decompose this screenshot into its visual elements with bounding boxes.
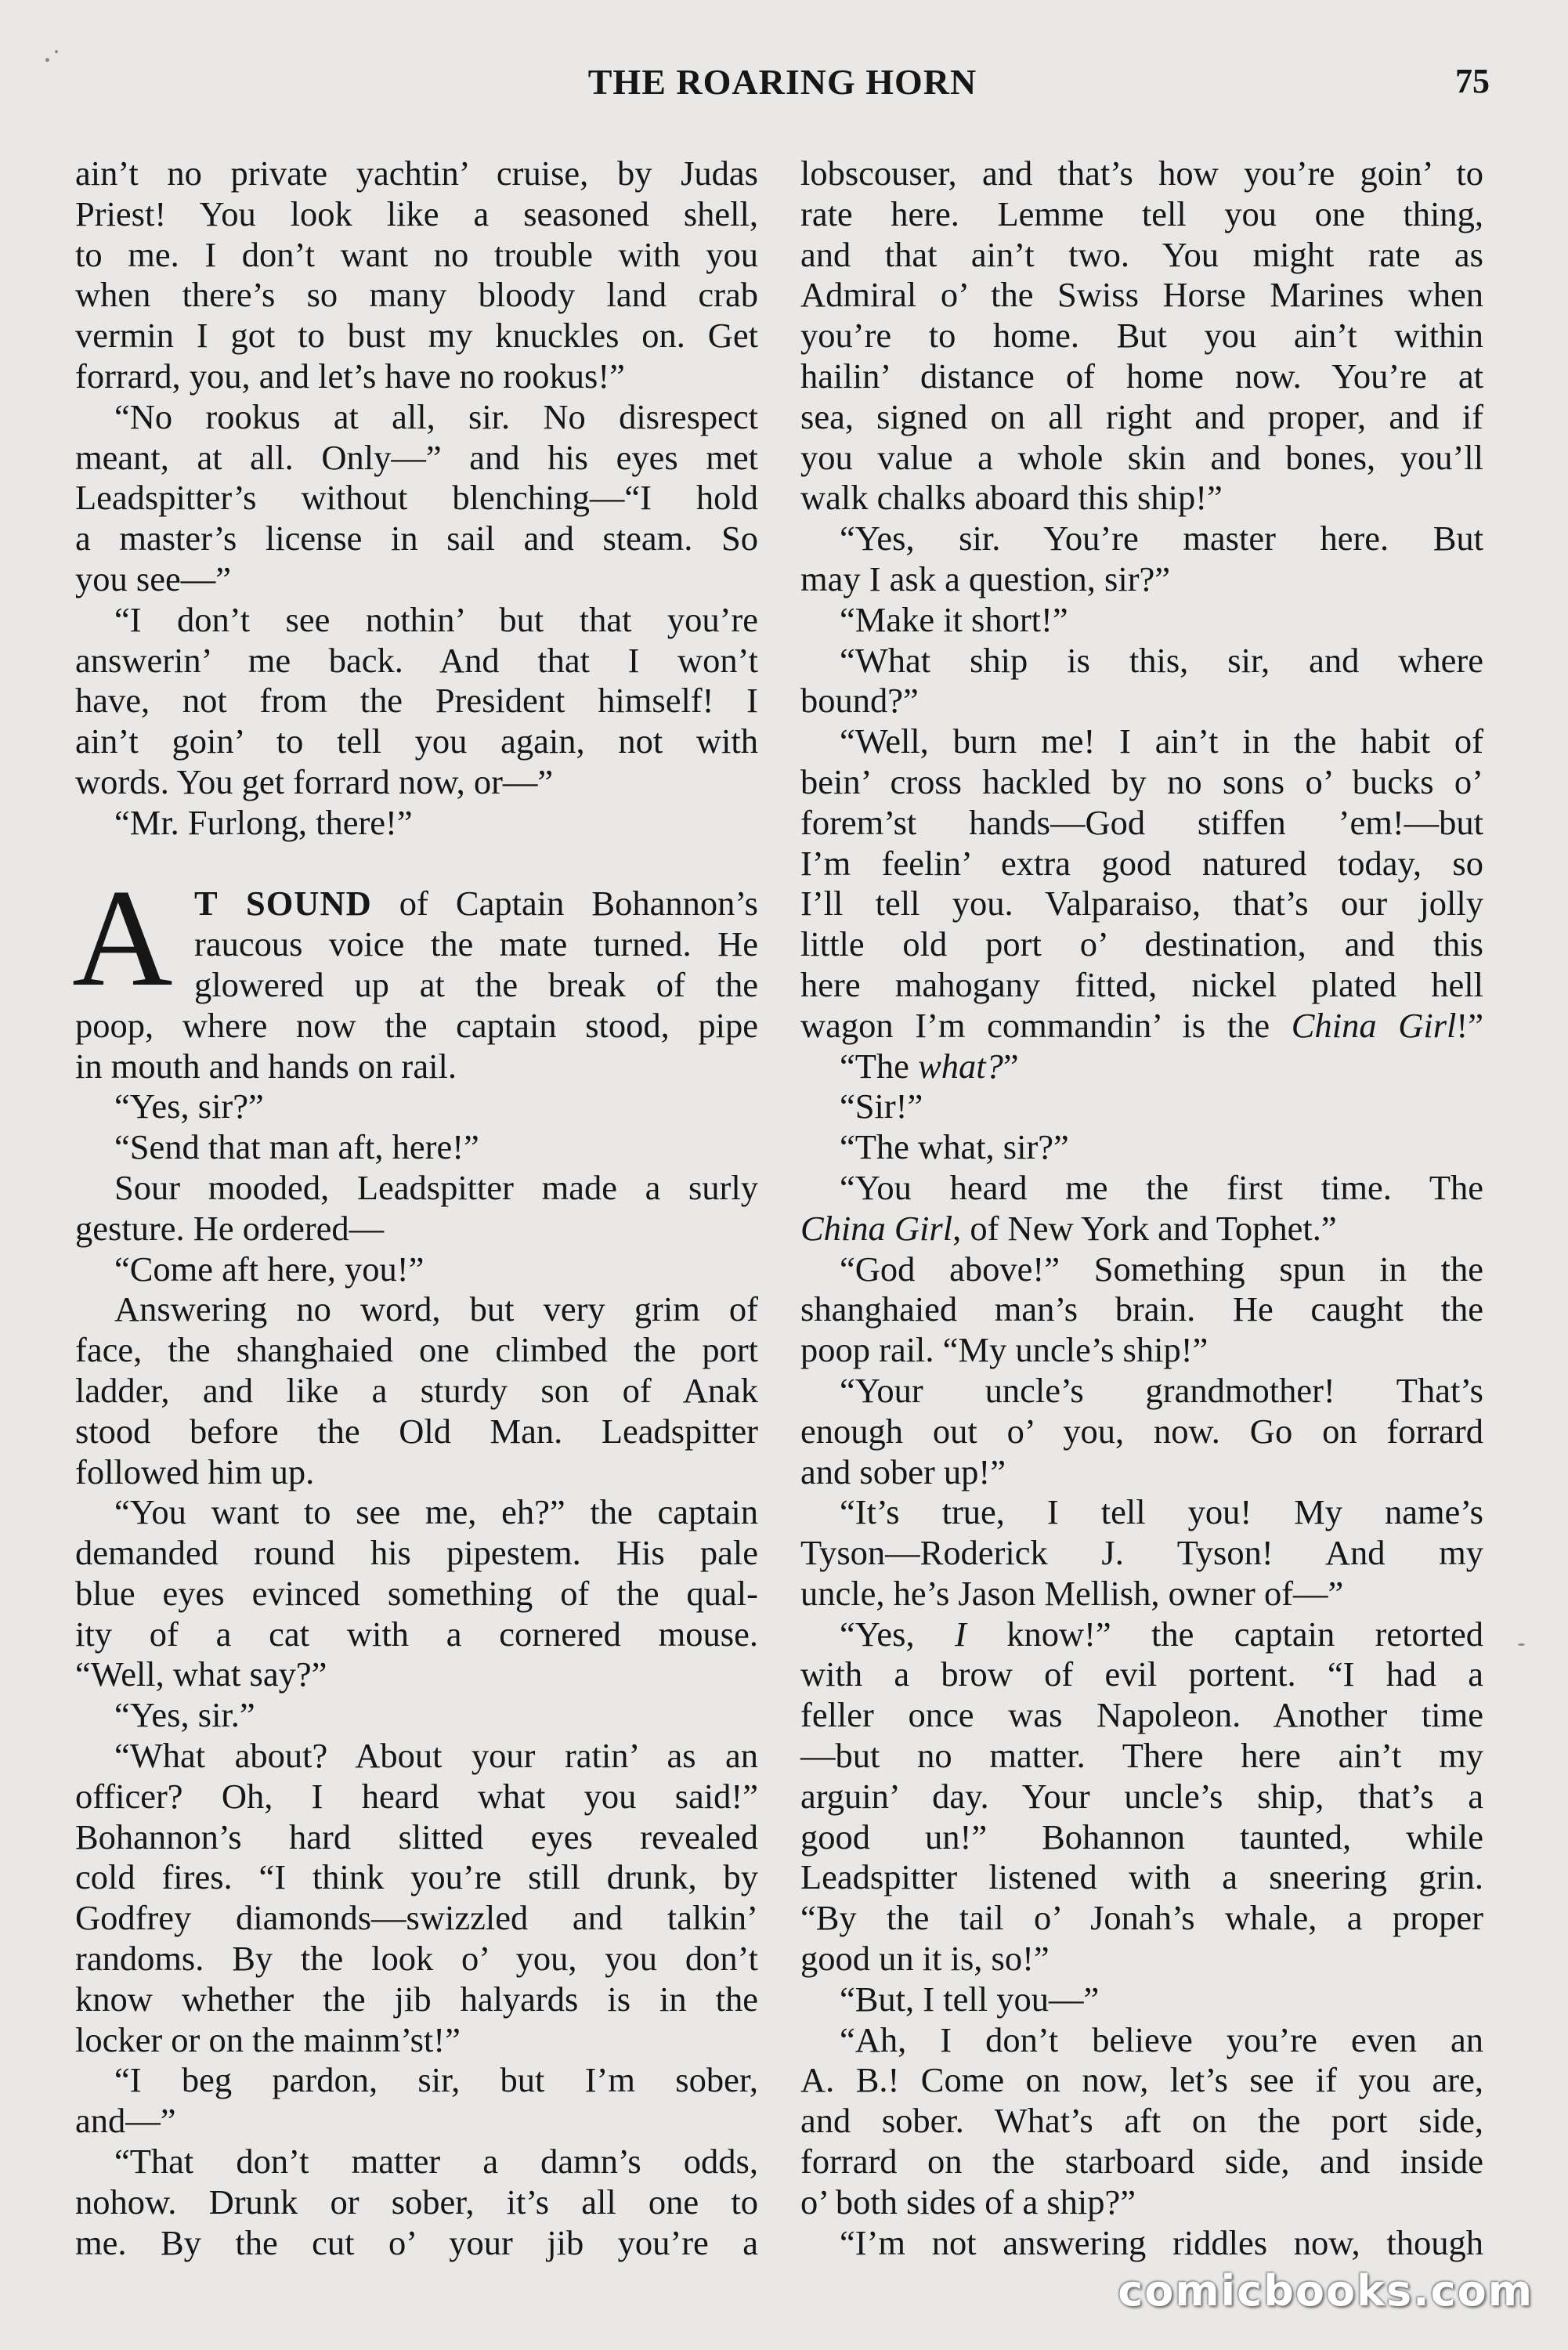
text-line: answerin’ me back. And that I won’t: [75, 640, 758, 680]
text-line: cold fires. “I think you’re still drunk, by: [75, 1857, 758, 1897]
right-column: [800, 154, 1483, 2263]
text-line: Answering no word, but very grim of: [114, 1289, 758, 1329]
paper-speck: [1518, 1643, 1525, 1646]
page-header: [75, 61, 1490, 116]
text-line: “Well, what say?”: [75, 1654, 327, 1694]
text-line: face, the shanghaied one climbed the port: [75, 1330, 758, 1370]
text-line: I’ll tell you. Valparaiso, that’s our jolly: [800, 884, 1483, 924]
text-line: [75, 884, 758, 924]
text-line: “What about? About your ratin’ as an: [114, 1736, 758, 1776]
text-line: you value a whole skin and bones, you’ll: [800, 437, 1483, 477]
text-line: “Make it short!”: [840, 599, 1068, 639]
text-line: sea, signed on all right and proper, and if: [800, 396, 1483, 436]
text-line: you’re to home. But you ain’t within: [800, 316, 1483, 356]
text-line: to me. I don’t want no trouble with you: [75, 234, 758, 274]
text-line: “The what, sir?”: [840, 1127, 1069, 1167]
text-line: little old port o’ destination, and this: [800, 924, 1483, 964]
text-line: China Girl, of New York and Tophet.”: [800, 1208, 1337, 1248]
paper-speck: [45, 58, 49, 62]
text-line: blue eyes evinced something of the qual-: [75, 1573, 758, 1613]
text-line: me. By the cut o’ your jib you’re a: [75, 2222, 758, 2262]
text-line: “No rookus at all, sir. No disrespect: [114, 396, 758, 436]
text-line: Leadspitter listened with a sneering grin.: [800, 1857, 1483, 1897]
text-line: randoms. By the look o’ you, you don’t: [75, 1939, 758, 1979]
text-line: followed him up.: [75, 1452, 315, 1491]
text-line: “God above!” Something spun in the: [840, 1249, 1483, 1289]
text-line: forrard on the starboard side, and inside: [800, 2142, 1483, 2182]
text-line: stood before the Old Man. Leadspitter: [75, 1411, 758, 1451]
text-line: “Ah, I don’t believe you’re even an: [840, 2019, 1483, 2059]
text-line: feller once was Napoleon. Another time: [800, 1695, 1483, 1735]
text-line: “Yes, sir?”: [114, 1086, 264, 1126]
text-line: bound?”: [800, 681, 919, 721]
right-column-text: [800, 154, 1483, 2263]
text-line: demanded round his pipestem. His pale: [75, 1533, 758, 1573]
text-line: uncle, he’s Jason Mellish, owner of—”: [800, 1573, 1344, 1613]
text-line: “What ship is this, sir, and where: [840, 640, 1483, 680]
text-line: Bohannon’s hard slitted eyes revealed: [75, 1817, 758, 1856]
text-line: —but no matter. There here ain’t my: [800, 1736, 1483, 1776]
text-line: I’m feelin’ extra good natured today, so: [800, 843, 1483, 883]
text-line: bein’ cross hackled by no sons o’ bucks o’: [800, 761, 1483, 801]
text-line: “But, I tell you—”: [840, 1979, 1100, 2019]
site-watermark: comicbooks.com: [1118, 2266, 1534, 2316]
text-line: “Well, burn me! I ain’t in the habit of: [840, 721, 1483, 761]
drop-cap: A: [72, 860, 173, 1016]
text-line: Priest! You look like a seasoned shell,: [75, 193, 758, 233]
text-line: shanghaied man’s brain. He caught the: [800, 1289, 1483, 1329]
text-line: “I don’t see nothin’ but that you’re: [114, 599, 758, 639]
text-line: poop rail. “My uncle’s ship!”: [800, 1330, 1209, 1370]
text-line: here mahogany fitted, nickel plated hell: [800, 964, 1483, 1004]
text-line: Tyson—Roderick J. Tyson! And my: [800, 1533, 1483, 1573]
text-line: officer? Oh, I heard what you said!”: [75, 1776, 758, 1816]
text-line: and sober up!”: [800, 1452, 1006, 1491]
text-line: “Mr. Furlong, there!”: [114, 802, 413, 842]
text-line: “It’s true, I tell you! My name’s: [840, 1492, 1483, 1532]
text-line: “Sir!”: [840, 1086, 923, 1126]
text-line: “I’m not answering riddles now, though: [840, 2222, 1483, 2262]
text-line: Godfrey diamonds—swizzled and talkin’: [75, 1898, 758, 1938]
running-head: THE ROARING HORN: [587, 62, 977, 102]
text-line: “That don’t matter a damn’s odds,: [114, 2142, 758, 2182]
text-line: glowered up at the break of the: [194, 964, 758, 1004]
text-line: “You heard me the first time. The: [840, 1167, 1483, 1207]
text-line: “Yes, I know!” the captain retorted: [840, 1614, 1483, 1654]
text-line: forem’st hands—God stiffen ’em!—but: [800, 802, 1483, 842]
text-line: in mouth and hands on rail.: [75, 1046, 457, 1086]
text-line: words. You get forrard now, or—”: [75, 761, 554, 801]
text-line: nohow. Drunk or sober, it’s all one to: [75, 2182, 758, 2222]
text-line: enough out o’ you, now. Go on forrard: [800, 1411, 1483, 1451]
text-line: A. B.! Come on now, let’s see if you are,: [800, 2060, 1483, 2100]
text-line: and that ain’t two. You might rate as: [800, 234, 1483, 274]
text-line: meant, at all. Only—” and his eyes met: [75, 437, 758, 477]
text-line: rate here. Lemme tell you one thing,: [800, 193, 1483, 233]
left-column-text-bottom: [75, 1006, 758, 2264]
text-line: vermin I got to bust my knuckles on. Get: [75, 316, 758, 356]
section-opening: [72, 860, 758, 1016]
text-line: ladder, and like a sturdy son of Anak: [75, 1370, 758, 1410]
text-line: good un it is, so!”: [800, 1939, 1050, 1979]
text-line: Sour mooded, Leadspitter made a surly: [114, 1167, 758, 1207]
text-line: “I beg pardon, sir, but I’m sober,: [114, 2060, 758, 2100]
text-line: Admiral o’ the Swiss Horse Marines when: [800, 275, 1483, 315]
section-break: [75, 844, 758, 884]
left-column-text-top: [75, 154, 758, 844]
text-line: forrard, you, and let’s have no rookus!”: [75, 356, 625, 396]
text-line: Leadspitter’s without blenching—“I hold: [75, 478, 758, 518]
text-line: hailin’ distance of home now. You’re at: [800, 356, 1483, 396]
page-number: 75: [1455, 62, 1490, 100]
text-line: arguin’ day. Your uncle’s ship, that’s a: [800, 1776, 1483, 1816]
text-line: good un!” Bohannon taunted, while: [800, 1817, 1483, 1856]
text-line: “By the tail o’ Jonah’s whale, a proper: [800, 1898, 1483, 1938]
text-line: with a brow of evil portent. “I had a: [800, 1654, 1483, 1694]
text-line: lobscouser, and that’s how you’re goin’ to: [800, 154, 1483, 193]
text-line: “The what?”: [840, 1046, 1019, 1086]
text-line: have, not from the President himself! I: [75, 681, 758, 721]
text-line: raucous voice the mate turned. He: [194, 924, 758, 964]
left-column: [72, 154, 758, 2263]
text-line: a master’s license in sail and steam. So: [75, 519, 758, 559]
text-line: “Your uncle’s grandmother! That’s: [840, 1370, 1483, 1410]
lead-in-caps: T SOUND: [194, 884, 372, 924]
text-line: and—”: [75, 2101, 176, 2141]
text-line: may I ask a question, sir?”: [800, 559, 1171, 598]
text-line: “Yes, sir. You’re master here. But: [840, 519, 1483, 559]
text-line: locker or on the mainm’st!”: [75, 2019, 461, 2059]
text-line: “You want to see me, eh?” the captain: [114, 1492, 758, 1532]
text-line: o’ both sides of a ship?”: [800, 2182, 1136, 2222]
text-line: know whether the jib halyards is in the: [75, 1979, 758, 2019]
text-line: wagon I’m commandin’ is the China Girl!”: [800, 1005, 1483, 1045]
text-line: when there’s so many bloody land crab: [75, 275, 758, 315]
text-line-rest: of Captain Bohannon’s: [399, 884, 758, 924]
text-line: and sober. What’s aft on the port side,: [800, 2101, 1483, 2141]
paper-speck: [55, 50, 58, 53]
text-line: you see—”: [75, 559, 231, 598]
text-line: “Yes, sir.”: [114, 1695, 255, 1735]
text-line: walk chalks aboard this ship!”: [800, 478, 1223, 518]
text-line: gesture. He ordered—: [75, 1208, 385, 1248]
text-line: “Send that man aft, here!”: [114, 1127, 479, 1167]
text-line: ity of a cat with a cornered mouse.: [75, 1614, 758, 1654]
text-line: ain’t goin’ to tell you again, not with: [75, 721, 758, 761]
text-line: “Come aft here, you!”: [114, 1249, 425, 1289]
text-line: poop, where now the captain stood, pipe: [75, 1005, 758, 1045]
text-line: ain’t no private yachtin’ cruise, by Judas: [75, 154, 758, 193]
